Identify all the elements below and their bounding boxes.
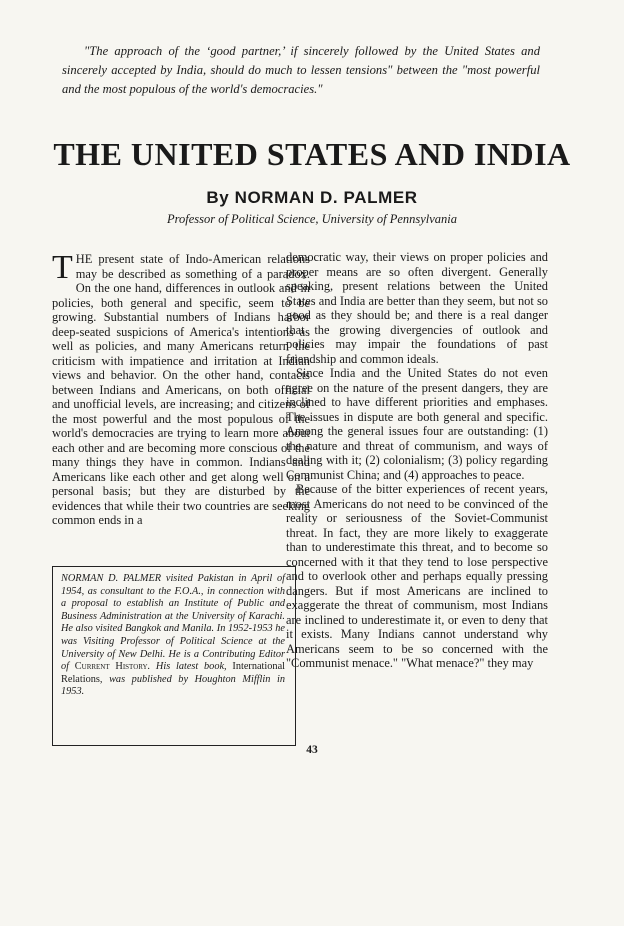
right-paragraph-1: democratic way, their views on proper policies and proper means are so often divergent. Generally speaking, present relations between the United States and India are better than they seem, but not so good as they should be; and there is a real danger that the growing divergencies of outlook and policies may impair the foundations of past friendship and common ideals. bbox=[286, 250, 548, 366]
author-bio bbox=[61, 573, 285, 699]
opening-paragraph-text: HE present state of Indo-American relations may be described as something of a paradox. On the one hand, differences in outlook and in policies, both general and specific, seem to be growing. Substantial numbers of Indians harbor deep-seated suspicions of America's intentions as well as policies, and many Americans return the criticism with impatience and irritation at Indian views and behavior. On the other hand, contacts between Indians and Americans, on both official and unofficial levels, are increasing; and citizens of the most powerful and the most populous of the world's democracies are trying to learn more about each other and are becoming more conscious of the many things they have in common. Indians and Americans like each other and get along well on a personal basis; but they are disturbed by the evidences that while their two countries are seeking common ends in a bbox=[52, 252, 310, 527]
epigraph bbox=[62, 42, 540, 99]
article-title: THE UNITED STATES AND INDIA bbox=[53, 136, 571, 172]
page-number: 43 bbox=[306, 744, 318, 756]
bio-text-3: , was published by Houghton Mifflin in 1953. bbox=[61, 673, 285, 698]
right-paragraph-3: Because of the bitter experiences of recent years, most Americans do not need to be convinced of the reality or seriousness of the Soviet-Communist threat. In fact, they are more likely to exaggerate than to underestimate this threat, and to become so concerned with it that they tend to lose perspective and to overlook other and perhaps equally pressing dangers. But if most Americans are inclined to exaggerate the threat of communism, most Indians are inclined to underestimate it, or even to deny that it exists. Many Indians cannot understand why Americans seem to be so concerned with the "Communist menace." "What menace?" they may bbox=[286, 482, 548, 670]
bio-text-1: NORMAN D. PALMER visited Pakistan in April of 1954, as consultant to the F.O.A., in connection with a proposal to establish an Institute of Public and Business Administration at the University of Karachi. He also visited Bangkok and Manila. In 1952-1953 he was Visiting Professor of Political Science at the University of New Delhi. He is a Contributing Editor of bbox=[61, 573, 285, 673]
bio-text-2: . His latest book, bbox=[147, 661, 233, 673]
author-bio-box bbox=[52, 566, 296, 746]
author-affiliation: Professor of Political Science, University of Pennsylvania bbox=[166, 212, 458, 226]
drop-cap: T bbox=[52, 249, 73, 286]
right-paragraph-2: Since India and the United States do not even agree on the nature of the present dangers, they are inclined to have different priorities and emphases. The issues in dispute are both general and specific. Among the general issues four are outstanding: (1) the nature and threat of communism, and ways of dealing with it; (2) colonialism; (3) policy regarding Communist China; and (4) approaches to peace. bbox=[286, 366, 548, 482]
opening-paragraph bbox=[52, 249, 310, 528]
epigraph-text: "The approach of the ‘good partner,’ if sincerely followed by the United States and sincerely accepted by India, should do much to lessen tensions" between the "most powerful and the most populous of the world's democracies." bbox=[62, 44, 540, 96]
right-column bbox=[286, 250, 548, 671]
bio-journal: Current History bbox=[74, 661, 148, 673]
author-byline: By NORMAN D. PALMER bbox=[206, 188, 418, 207]
left-column bbox=[52, 249, 310, 528]
bio-book: International Relations bbox=[61, 661, 285, 685]
